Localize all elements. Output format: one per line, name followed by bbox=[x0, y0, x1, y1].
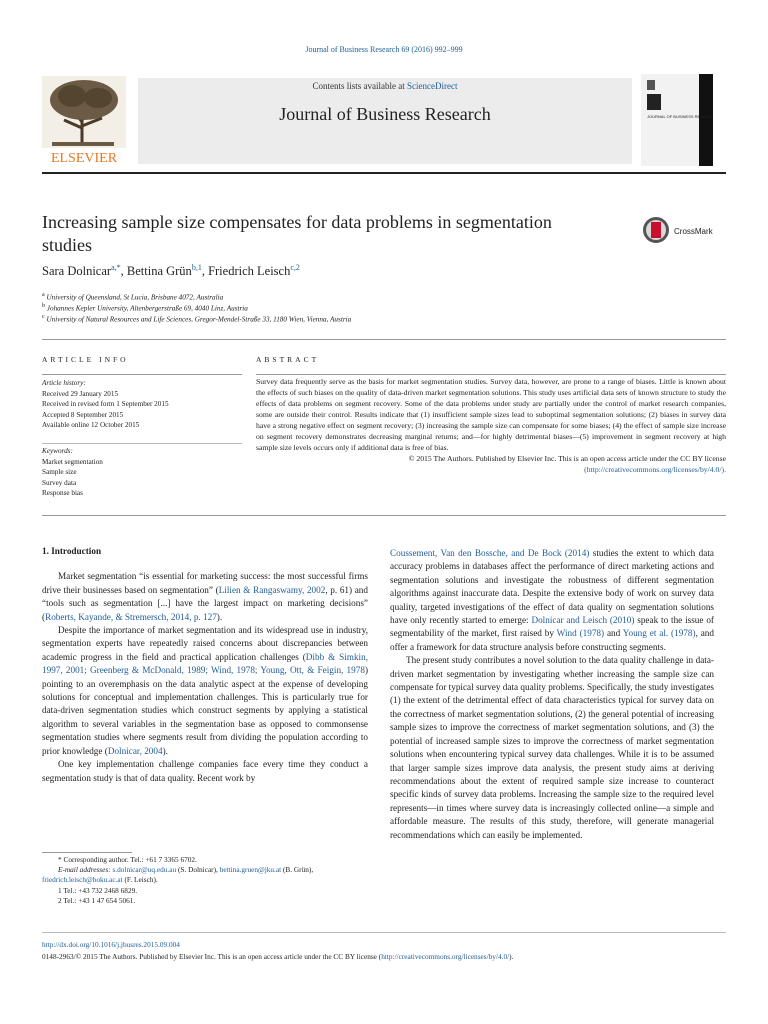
citation-link[interactable]: Lilien & Rangaswamy, 2002 bbox=[218, 584, 326, 595]
sciencedirect-link[interactable]: ScienceDirect bbox=[407, 81, 458, 91]
affiliation-text: University of Natural Resources and Life Sciences, Gregor-Mendel-Straße 33, 1180 Wien, Vienna, Austria bbox=[46, 315, 352, 324]
text-run: studies the extent to which data accuracy problems in databases affect the performance of direct marketing actions and segmentation solutions and investigate the robustness of different segmentation algorithms against inaccurate data. Despite the extensive body of work on survey data quality, targeted investigations of the effect of data quality on segmentation solutions have only recently started to emerge: bbox=[390, 548, 714, 626]
footer-license-link[interactable]: http://creativecommons.org/licenses/by/4.0/ bbox=[381, 952, 510, 961]
author-list bbox=[42, 263, 300, 279]
keyword-item: Market segmentation bbox=[42, 457, 103, 466]
article-info-heading: ARTICLE INFO bbox=[42, 355, 129, 364]
contents-available-line bbox=[138, 81, 632, 91]
citation-link[interactable]: Dolnicar, 2004 bbox=[107, 745, 163, 756]
citation-link[interactable]: Young et al. (1978) bbox=[622, 628, 696, 639]
author-name: Bettina Grün bbox=[126, 264, 192, 279]
author-affiliation-mark[interactable]: b,1 bbox=[191, 263, 202, 272]
footnote-corresponding: * Corresponding author. Tel.: +61 7 3365 6702. bbox=[58, 855, 197, 864]
citation-link[interactable]: Dolnicar and Leisch (2010) bbox=[531, 615, 635, 626]
affiliation-text: University of Queensland, St Lucia, Brisbane 4072, Australia bbox=[46, 293, 224, 302]
author-affiliation-mark[interactable]: c,2 bbox=[290, 263, 300, 272]
body-column-left bbox=[42, 545, 368, 785]
keyword-item: Response bias bbox=[42, 489, 83, 498]
citation-link[interactable]: Wind (1978) bbox=[556, 628, 605, 639]
history-item: Received in revised form 1 September 2015 bbox=[42, 400, 169, 409]
text-run: and bbox=[604, 628, 623, 639]
cover-title: JOURNAL OF BUSINESS RESEARCH bbox=[647, 114, 713, 119]
affiliation bbox=[42, 303, 248, 312]
history-item: Available online 12 October 2015 bbox=[42, 421, 140, 430]
affiliation-text: Johannes Kepler University, Altenbergerstraße 69, 4040 Linz, Austria bbox=[46, 304, 248, 313]
paragraph bbox=[390, 547, 714, 654]
citation-link[interactable]: Roberts, Kayande, & Stremersch, 2014, p. 127 bbox=[45, 611, 217, 622]
text-run: Market segmentation “is essential for marketing success: the most successful firms drive their businesses based on segmentation” ( bbox=[42, 571, 368, 595]
article-title: Increasing sample size compensates for data problems in segmentation studies bbox=[42, 212, 552, 255]
keywords bbox=[42, 446, 103, 499]
issn-end: ). bbox=[509, 952, 514, 961]
footnote-1: 1 Tel.: +43 732 2468 6829. bbox=[58, 885, 138, 895]
email-link[interactable]: s.dolnicar@uq.edu.au bbox=[112, 865, 177, 875]
email-link[interactable]: friedrich.leisch@boku.ac.at bbox=[42, 875, 123, 885]
email-label: E-mail addresses: bbox=[58, 865, 113, 875]
email-link[interactable]: bettina.gruen@jku.at bbox=[219, 865, 282, 875]
footer-rule bbox=[42, 932, 726, 933]
text-run: ). bbox=[216, 611, 223, 622]
paragraph: One key implementation challenge companies face every time they conduct a segmentation study is that of data quality. Recent work by bbox=[42, 759, 368, 783]
article-history bbox=[42, 378, 169, 431]
header-rule bbox=[42, 172, 726, 174]
footnote-2: 2 Tel.: +43 1 47 654 5061. bbox=[58, 895, 136, 905]
history-item: Received 29 January 2015 bbox=[42, 389, 119, 398]
contents-prefix: Contents lists available at bbox=[312, 81, 407, 91]
history-item: Accepted 8 September 2015 bbox=[42, 410, 124, 419]
email-owner: (F. Leisch). bbox=[122, 875, 158, 885]
abstract-rule bbox=[256, 374, 726, 375]
citation-link[interactable]: Dibb & Simkin, 1997, 2001; Greenberg & McDonald, 1989; Wind, 1978; Young, Ott, & Feigin, 1978 bbox=[42, 651, 368, 676]
elsevier-wordmark: ELSEVIER bbox=[50, 151, 118, 166]
email-owner: (S. Dolnicar), bbox=[176, 865, 220, 875]
paragraph bbox=[42, 570, 368, 624]
section-heading: 1. Introduction bbox=[42, 546, 102, 556]
footnote-emails bbox=[42, 865, 368, 875]
abstract-text: Survey data frequently serve as the basis for market segmentation studies. Survey data, however, are prone to a range of biases. Little is known about the effects of such biases on the quality of data-driven market segmentation solutions. This study uses artificial data sets of known structure to study the effects of data problems on segment recovery. Some of the data problems under study are partially under the control of market research companies, some are outside their control. Results indicate that (1) insufficient sample sizes lead to suboptimal segmentation solutions; (2) biases in survey data have a strong negative effect on segment recovery; (3) increasing the sample size can compensate for some biases; (4) the effect of sample size increase on segment recovery demonstrates decreasing marginal returns; and—for highly detrimental biases—(5) improvement in segment recovery at high sample size levels occurs only if additional data is free of bias. bbox=[256, 377, 726, 452]
copyright-text: © 2015 The Authors. Published by Elsevier Inc. This is an open access article under the CC BY license bbox=[408, 453, 726, 463]
author-separator: , bbox=[201, 264, 209, 279]
doi-link[interactable]: http://dx.doi.org/10.1016/j.jbusres.2015.09.004 bbox=[42, 940, 180, 949]
affiliation-mark: c bbox=[42, 314, 45, 320]
abstract-heading: ABSTRACT bbox=[256, 355, 320, 364]
text-run: Despite the importance of market segmentation and its widespread use in industry, segmentation experts have repeatedly raised concerns about discrepancies between academic progress in the field and practical application challenges ( bbox=[42, 625, 368, 662]
issn-text: 0148-2963/© 2015 The Authors. Published by Elsevier Inc. This is an open access article under the CC BY license ( bbox=[42, 952, 382, 961]
author-affiliation-mark[interactable]: a,* bbox=[111, 263, 121, 272]
crossmark-button[interactable] bbox=[642, 216, 732, 244]
affiliation-mark: b bbox=[42, 303, 45, 309]
article-info-rule bbox=[42, 374, 242, 375]
body-column-right bbox=[390, 547, 714, 842]
keywords-rule bbox=[42, 443, 242, 444]
footnote-rule bbox=[42, 852, 132, 853]
footnotes bbox=[42, 855, 368, 906]
text-run: speak to the issue of segmentability of the market, first raised by bbox=[390, 615, 714, 639]
text-run: ) pointing to an overemphasis on the data analytic aspect at the expense of developing solutions for conceptual and implementation challenges. This is particularly true for data-driven segmentation studies which construct segments by applying a statistical algorithm to several variables in the segmentation base as opposed to commonsense segmentation studies where segments result from dividing the population according to prior knowledge ( bbox=[42, 665, 368, 756]
journal-reference-link[interactable]: Journal of Business Research 69 (2016) 992–999 bbox=[305, 45, 463, 54]
email-owner: (B. Grün), bbox=[281, 865, 314, 875]
elsevier-logo bbox=[42, 76, 126, 166]
affiliation bbox=[42, 292, 223, 301]
crossmark-label: CrossMark bbox=[674, 227, 713, 236]
paragraph: The present study contributes a novel solution to the data quality challenge in data-driven market segmentation by investigating whether increasing the sample size can compensate for typical survey data quality problems. Specifically, the study investigates (1) the extent of the detrimental effect of data characteristics typical for survey data on the correctness of market segmentation solutions, (2) the general potential of increasing sample sizes to improve the correctness of market segmentation solutions, and (3) the potential of increased sample sizes to improve the correctness of market segmentation solutions when encountering typical survey data challenges. While it is to be assumed that larger sample sizes improve data analysis, the present study aims at deriving recommendations about the extent of required sample size increase to counteract specific kinds of survey data problems. Increasing the sample size to the required level represents—in times where survey data is increasingly collected online—a simple and affordable measure. The results of this study, therefore, will generate managerial recommendations which can easily be implemented. bbox=[390, 655, 714, 840]
journal-cover-image bbox=[641, 74, 713, 166]
footnote-emails-cont bbox=[42, 875, 368, 885]
history-label: Article history: bbox=[42, 379, 86, 387]
author-name: Friedrich Leisch bbox=[208, 264, 291, 279]
text-run: , and offer a framework for data structure analysis before constructing segments. bbox=[390, 628, 714, 652]
author-separator: , bbox=[120, 264, 127, 279]
affiliation bbox=[42, 314, 351, 323]
section-divider bbox=[42, 339, 726, 340]
affiliation-mark: a bbox=[42, 292, 45, 298]
keywords-label: Keywords: bbox=[42, 447, 73, 455]
section-divider bbox=[42, 515, 726, 516]
journal-title: Journal of Business Research bbox=[279, 104, 491, 124]
text-run: ). bbox=[162, 745, 168, 756]
abstract-copyright bbox=[256, 454, 726, 476]
citation-link[interactable]: Coussement, Van den Bossche, and De Bock (2014) bbox=[390, 548, 590, 558]
abstract-body bbox=[256, 377, 726, 476]
text-run: , p. 61) and “tools such as segmentation [...] have the largest impact on marketing decisions” ( bbox=[42, 584, 368, 622]
keyword-item: Sample size bbox=[42, 468, 77, 477]
keyword-item: Survey data bbox=[42, 478, 77, 487]
paragraph bbox=[42, 624, 368, 758]
issn-line bbox=[42, 952, 513, 961]
author-name: Sara Dolnicar bbox=[42, 264, 112, 279]
license-link[interactable]: (http://creativecommons.org/licenses/by/4.0/). bbox=[584, 464, 726, 474]
